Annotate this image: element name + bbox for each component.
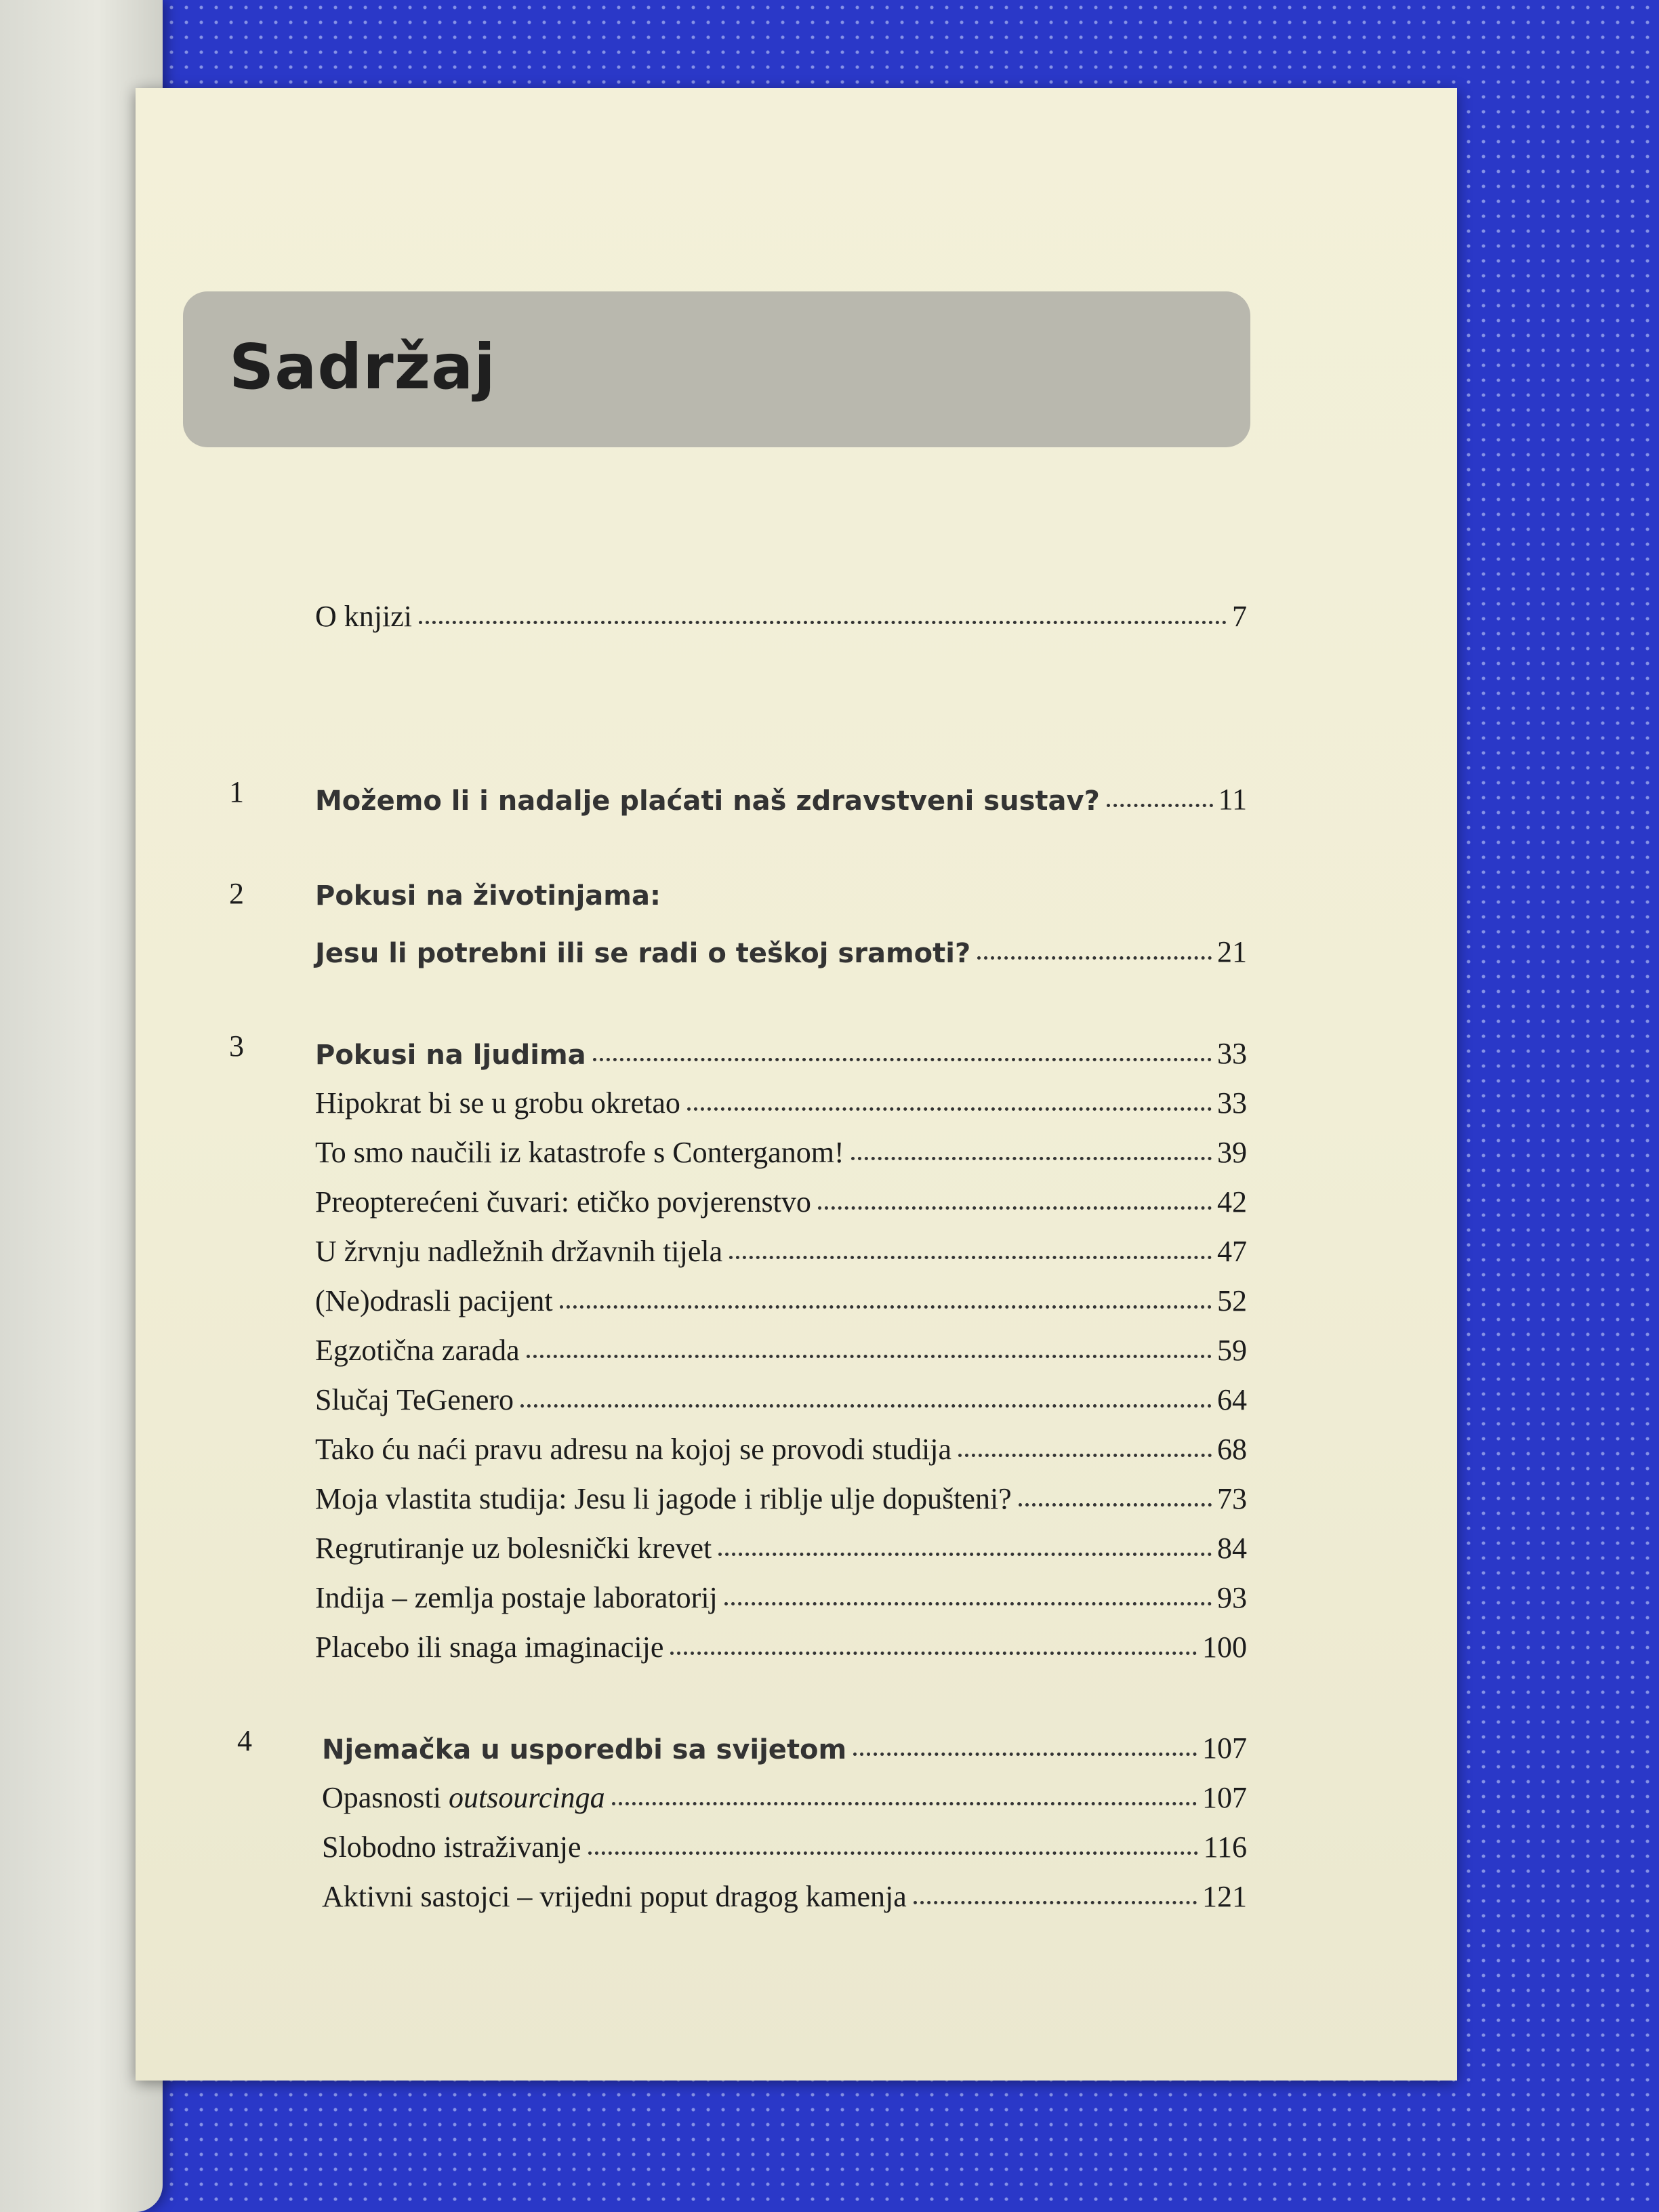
toc-entry-page: 121: [1202, 1880, 1247, 1913]
dot-leader: [818, 1206, 1212, 1210]
toc-entry: [136, 1122, 1457, 1170]
toc-entry-label: Hipokrat bi se u grobu okretao: [315, 1086, 680, 1120]
dot-leader: [1019, 1503, 1212, 1507]
toc-entry-label: Regrutiranje uz bolesnički krevet: [315, 1532, 712, 1565]
toc-chapter-label: Možemo li i nadalje plaćati naš zdravstveni sustav?: [315, 785, 1100, 817]
toc-entry-page: 107: [1202, 1781, 1247, 1814]
toc-chapter: [136, 1023, 1457, 1071]
toc-entry-page: 100: [1202, 1631, 1247, 1664]
toc-chapter-continuation: [136, 922, 1457, 969]
toc-entry: [136, 1073, 1457, 1120]
toc-entry-page: 68: [1217, 1433, 1247, 1466]
toc-entry: [136, 1518, 1457, 1565]
dot-leader: [1107, 804, 1213, 807]
dot-leader: [718, 1553, 1212, 1556]
toc-chapter-label: Njemačka u usporedbi sa svijetom: [322, 1734, 847, 1765]
toc-entry-page: 11: [1218, 783, 1247, 816]
toc-entry-page: 39: [1217, 1136, 1247, 1169]
toc-chapter-label: Pokusi na ljudima: [315, 1040, 586, 1071]
chapter-number: 4: [237, 1724, 252, 1757]
chapter-number: 2: [229, 877, 244, 910]
toc-entry-label: Slobodno istraživanje: [322, 1830, 581, 1864]
table-of-contents: [136, 88, 1457, 2081]
toc-entry-label: To smo naučili iz katastrofe s Conterganom!: [315, 1136, 844, 1169]
toc-entry-label: Moja vlastita studija: Jesu li jagode i riblje ulje dopušteni?: [315, 1482, 1012, 1515]
dot-leader: [593, 1058, 1212, 1061]
chapter-number: 3: [229, 1029, 244, 1063]
toc-entry: [136, 1271, 1457, 1318]
toc-entry: [136, 1767, 1457, 1815]
toc-entry: [136, 1221, 1457, 1269]
toc-chapter-label: Pokusi na životinjama:: [315, 880, 661, 912]
toc-entry: [136, 1469, 1457, 1516]
toc-entry-label: Tako ću naći pravu adresu na kojoj se provodi studija: [315, 1433, 951, 1466]
toc-entry-page: 59: [1217, 1334, 1247, 1367]
toc-chapter: [136, 769, 1457, 817]
toc-entry-page: 42: [1217, 1185, 1247, 1218]
toc-entry-page: 84: [1217, 1532, 1247, 1565]
toc-entry: [136, 1617, 1457, 1664]
toc-entry-page: 7: [1232, 600, 1247, 633]
dot-leader: [588, 1851, 1198, 1855]
toc-chapter: [136, 1718, 1457, 1765]
dot-leader: [853, 1753, 1197, 1756]
toc-entry: [136, 1419, 1457, 1467]
toc-chapter-label: Jesu li potrebni ili se radi o teškoj sramoti?: [315, 938, 971, 969]
toc-entry-label: Preopterećeni čuvari: etičko povjerenstvo: [315, 1185, 811, 1218]
toc-entry-page: 33: [1217, 1086, 1247, 1120]
dot-leader: [958, 1454, 1212, 1457]
toc-entry-label-text: [322, 1781, 605, 1814]
toc-entry-page: 73: [1217, 1482, 1247, 1515]
toc-entry: [136, 586, 1457, 634]
toc-entry: [136, 1320, 1457, 1368]
toc-entry-label: Indija – zemlja postaje laboratorij: [315, 1581, 718, 1614]
toc-entry-page: 52: [1217, 1284, 1247, 1317]
toc-entry-page: 93: [1217, 1581, 1247, 1614]
toc-entry-page: 47: [1217, 1235, 1247, 1268]
chapter-number: 1: [229, 775, 244, 808]
toc-entry: [136, 1568, 1457, 1615]
dot-leader: [914, 1901, 1197, 1904]
toc-entry-label: Aktivni sastojci – vrijedni poput dragog kamenja: [322, 1880, 907, 1913]
toc-entry-page: 107: [1202, 1732, 1247, 1765]
dot-leader: [977, 956, 1212, 960]
dot-leader: [687, 1107, 1212, 1111]
toc-entry-label-italic: outsourcinga: [449, 1781, 605, 1814]
dot-leader: [851, 1157, 1212, 1160]
dot-leader: [527, 1355, 1212, 1358]
toc-entry-label-plain: Opasnosti: [322, 1781, 449, 1814]
toc-entry: [136, 1370, 1457, 1417]
toc-entry-page: 64: [1217, 1383, 1247, 1416]
toc-entry-label: [322, 1780, 612, 1815]
toc-entry-label: Slučaj TeGenero: [315, 1383, 514, 1416]
book-page: [136, 88, 1457, 2081]
dot-leader: [724, 1602, 1212, 1605]
toc-entry: [136, 1172, 1457, 1219]
dot-leader: [560, 1305, 1212, 1309]
dot-leader: [612, 1802, 1197, 1805]
toc-chapter: [136, 871, 1457, 918]
toc-entry-label: U žrvnju nadležnih državnih tijela: [315, 1235, 723, 1268]
toc-entry-label: (Ne)odrasli pacijent: [315, 1284, 553, 1317]
dot-leader: [419, 621, 1227, 624]
toc-entry-label: O knjizi: [315, 600, 412, 633]
dot-leader: [729, 1256, 1212, 1259]
page-title: Sadržaj: [229, 331, 496, 403]
dot-leader: [670, 1652, 1197, 1655]
dot-leader: [520, 1404, 1212, 1408]
toc-entry-label: Placebo ili snaga imaginacije: [315, 1631, 664, 1664]
toc-entry: [136, 1866, 1457, 1914]
toc-entry-page: 33: [1217, 1037, 1247, 1070]
toc-entry-label: Egzotična zarada: [315, 1334, 520, 1367]
toc-entry: [136, 1817, 1457, 1864]
toc-entry-page: 21: [1217, 935, 1247, 968]
toc-entry-page: 116: [1203, 1830, 1247, 1864]
